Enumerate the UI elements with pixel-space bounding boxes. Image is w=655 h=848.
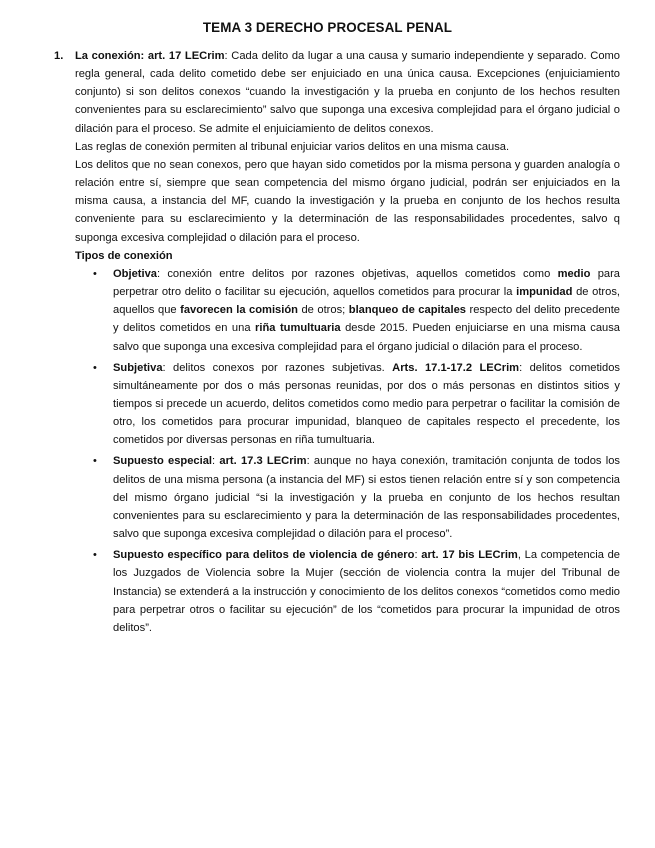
objetiva-bold: favorecen la comisión [180, 304, 298, 317]
section-body [75, 47, 620, 637]
section-conexion [54, 47, 620, 640]
bullet-icon: • [93, 549, 97, 562]
violencia-text: , La competencia de los Juzgados de Violencia sobre la Mujer (sección de violencia contra la mujer del Tribunal de Instancia) se extenderá a la instrucción y conocimiento de los delitos conexos “cometidos como medio para perpetrar otros o facilitar su ejecución” de los “cometidos para procurar la impunidad de otros delitos”. [113, 549, 620, 634]
tipos-heading: Tipos de conexión [75, 249, 173, 262]
section-intro-paragraph [75, 47, 620, 138]
list-item-objetiva [75, 265, 620, 356]
list-item-supuesto-especial [75, 452, 620, 543]
objetiva-bold: blanqueo de capitales [348, 304, 466, 317]
non-connected-paragraph: Los delitos que no sean conexos, pero que hayan sido cometidos por la misma persona y guarden analogía o relación entre sí, siempre que sean competencia del mismo órgano judicial, podrán ser enjuiciados en la misma causa, a instancia del MF, cuando la investigación y la prueba en conjunto de los hechos resulta conveniente para su esclarecimiento y la determinación de las responsabilidades procedentes, salvo q suponga excesiva complejidad o dilación para el proceso. [75, 158, 620, 244]
violencia-label: Supuesto específico para delitos de violencia de género [113, 549, 415, 562]
especial-text: : [212, 455, 220, 468]
section-number: 1. [54, 50, 64, 62]
connection-types-list [75, 265, 620, 637]
subjetiva-text: : delitos cometidos simultáneamente por dos o más personas reunidas, por dos o más personas en distintos sitios y tiempos si precede un acuerdo, delitos cometidos como medio para perpetrar o facilitar la comisión de otro, los cometidos para procurar impunidad, blanqueo de capitales respecto el precedente, los cometidos por diversas personas en riña tumultuaria. [113, 361, 620, 447]
bullet-icon: • [93, 455, 97, 468]
objetiva-text: de otros; [297, 304, 349, 317]
objetiva-text: respecto del delito precedente y delitos cometidos en una [113, 304, 621, 335]
subjetiva-text: : delitos conexos por razones subjetivas. [162, 361, 393, 374]
subjetiva-bold: Arts. 17.1-17.2 LECrim [392, 361, 520, 374]
violencia-bold: art. 17 bis LECrim [421, 549, 518, 562]
violencia-text: : [414, 549, 422, 562]
list-item-subjetiva [75, 359, 620, 450]
especial-bold: art. 17.3 LECrim [219, 455, 307, 468]
objetiva-text: para perpetrar otro delito o facilitar su ejecución, aquellos cometidos para procurar la [113, 267, 620, 299]
bullet-icon: • [93, 361, 97, 374]
objetiva-bold: riña tumultuaria [255, 322, 341, 335]
objetiva-bold: impunidad [516, 286, 573, 299]
objetiva-text: desde 2015. Pueden enjuiciarse en una misma causa salvo que suponga una excesiva complejidad para el órgano judicial o dilación para el proceso. [113, 322, 620, 353]
objetiva-label: Objetiva [113, 267, 157, 280]
objetiva-text: : conexión entre delitos por razones objetivas, aquellos cometidos como [156, 267, 558, 280]
page-title: TEMA 3 DERECHO PROCESAL PENAL [202, 20, 453, 35]
objetiva-text: de otros, aquellos que [113, 286, 620, 317]
bullet-icon: • [93, 267, 97, 280]
list-item-violencia-genero [75, 546, 620, 637]
intro-text: : Cada delito da lugar a una causa y sumario independiente y separado. Como regla general, cada delito cometido debe ser enjuiciado en una única causa. Excepciones (enjuiciamiento conjunto) si son delitos conexos “cuando la investigación y la prueba en conjunto de los hechos resulten convenientes para su esclarecimiento” salvo que suponga una excesiva complejidad para el órgano judicial o dilación para el proceso. Se admite el enjuiciamiento de delitos conexos. [75, 50, 621, 135]
objetiva-bold: medio [557, 267, 591, 280]
especial-label: Supuesto especial [113, 455, 212, 468]
subjetiva-label: Subjetiva [113, 361, 163, 374]
rules-paragraph: Las reglas de conexión permiten al tribunal enjuiciar varios delitos en una misma causa. [75, 140, 510, 153]
especial-text: : aunque no haya conexión, tramitación conjunta de todos los delitos de una misma persona (a instancia del MF) si estos tienen relación entre sí y son competencia del mismo órgano judicial “si la investigación y la prueba en conjunto de los hechos resultan convenientes para su esclarecimiento y para la determinación de las responsabilidades procedentes, salvo que suponga excesiva complejidad o dilación para el proceso”. [113, 455, 621, 541]
section-heading: La conexión: art. 17 LECrim [75, 50, 225, 62]
